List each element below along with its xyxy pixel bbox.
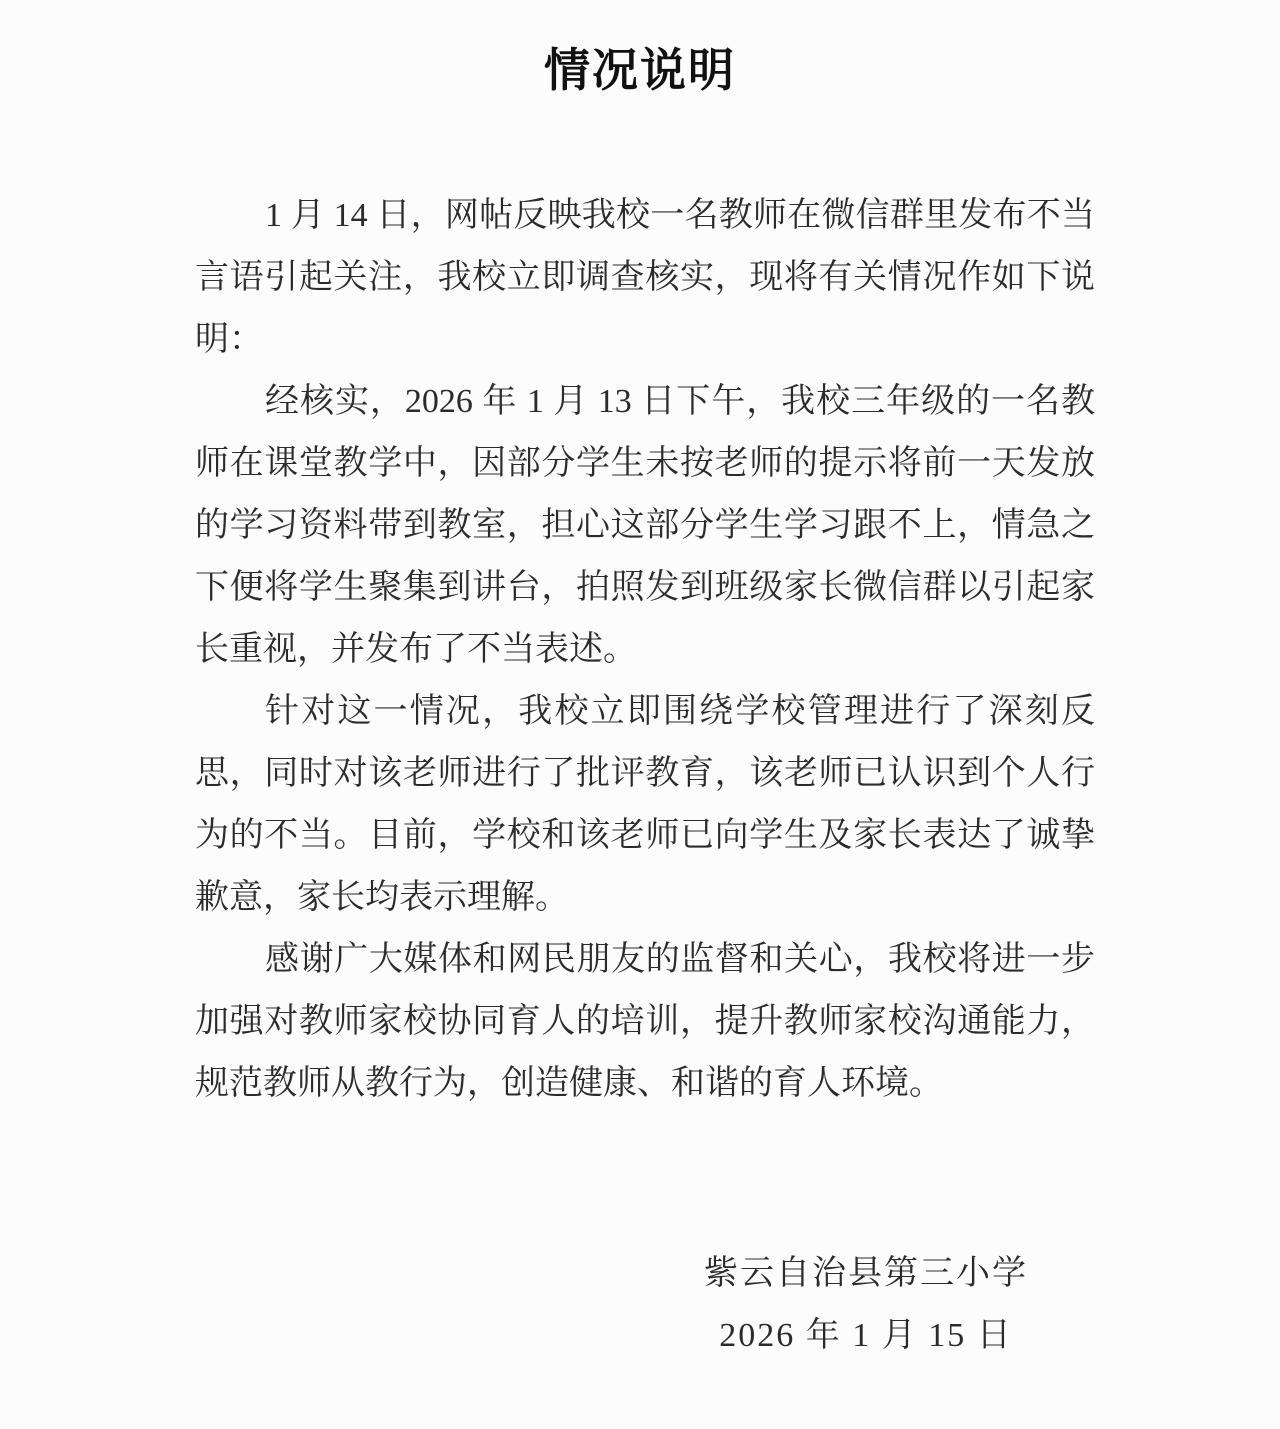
text-line: 思，同时对该老师进行了批评教育，该老师已认识到个人行 [195,755,1095,792]
text-line: 为的不当。目前，学校和该老师已向学生及家长表达了诚挚 [195,817,1095,854]
text-line: 经核实，2026 年 1 月 13 日下午，我校三年级的一名教 [265,383,1095,420]
text-line: 的学习资料带到教室，担心这部分学生学习跟不上，情急之 [195,507,1095,544]
text-line: 长重视，并发布了不当表述。 [195,631,637,668]
document-title: 情况说明 [544,45,736,96]
text-line: 师在课堂教学中，因部分学生未按老师的提示将前一天发放 [195,445,1095,482]
text-line: 歉意，家长均表示理解。 [195,879,569,916]
signature-block [704,1243,1028,1367]
text-line: 明： [195,321,263,358]
document-body [195,185,1095,1115]
text-line: 加强对教师家校协同育人的培训，提升教师家校沟通能力， [195,1003,1095,1040]
paragraph [195,929,1095,1115]
text-line: 感谢广大媒体和网民朋友的监督和关心，我校将进一步 [265,941,1095,978]
text-line: 下便将学生聚集到讲台，拍照发到班级家长微信群以引起家 [195,569,1095,606]
paragraph [195,185,1095,371]
text-line: 言语引起关注，我校立即调查核实，现将有关情况作如下说 [195,259,1095,296]
signature-date: 2026 年 1 月 15 日 [719,1317,1013,1354]
signature-name: 紫云自治县第三小学 [704,1255,1028,1292]
text-line: 针对这一情况，我校立即围绕学校管理进行了深刻反 [265,693,1095,730]
text-line: 1 月 14 日，网帖反映我校一名教师在微信群里发布不当 [265,197,1095,234]
paragraph [195,681,1095,929]
paragraph [195,371,1095,681]
text-line: 规范教师从教行为，创造健康、和谐的育人环境。 [195,1065,943,1102]
